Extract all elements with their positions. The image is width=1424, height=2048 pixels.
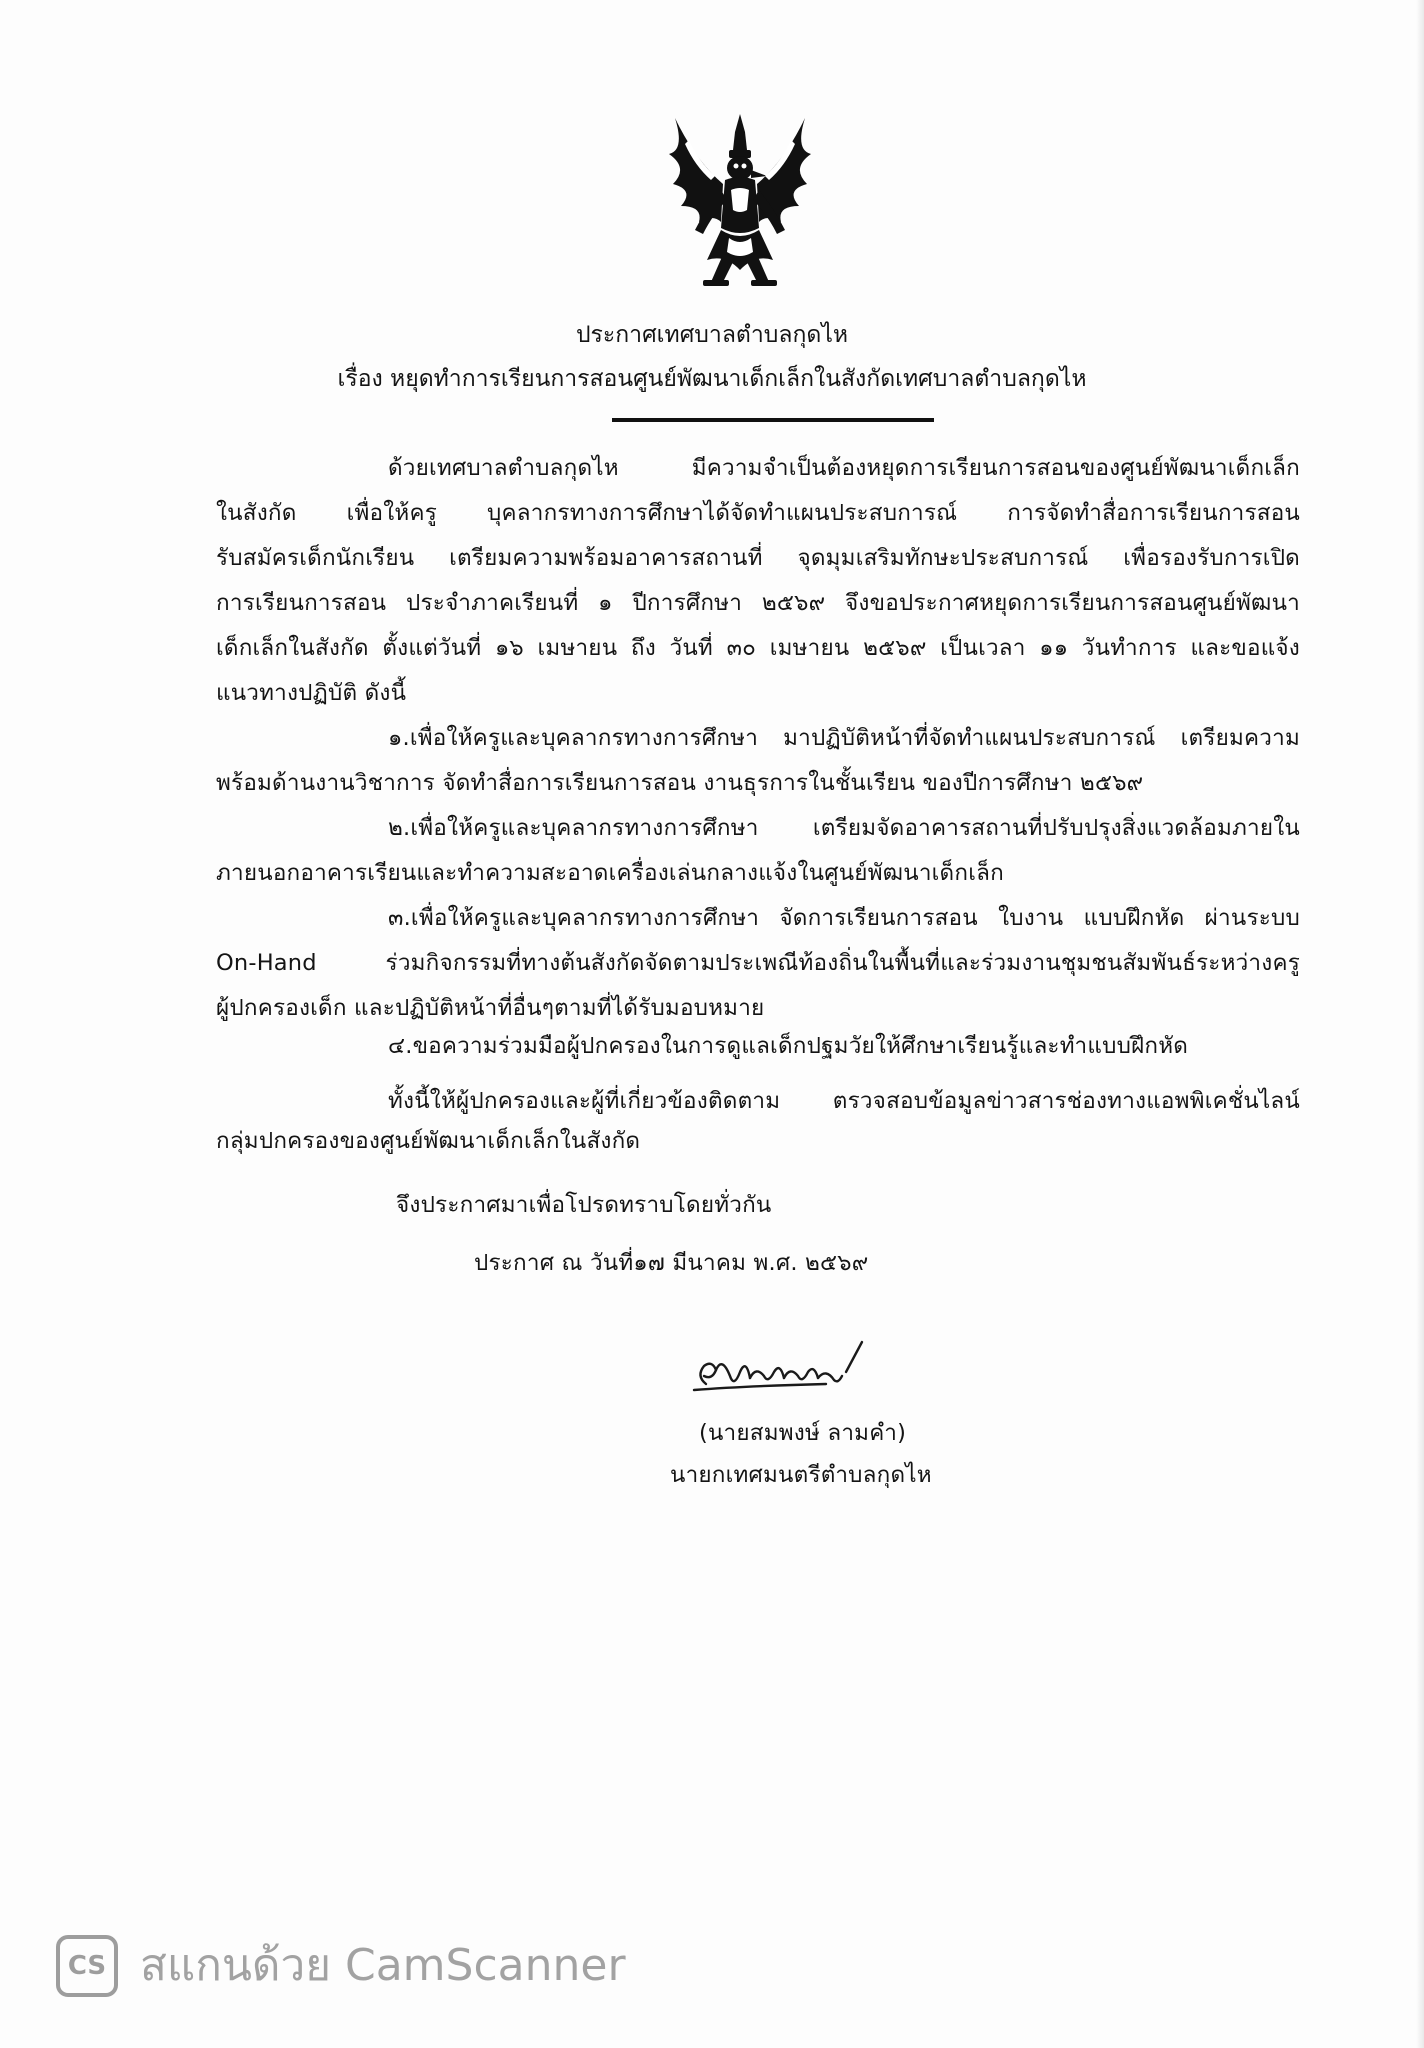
intro-line: การเรียนการสอน ประจำภาคเรียนที่ ๑ ปีการศึกษา ๒๕๖๙ จึงขอประกาศหยุดการเรียนการสอนศูนย์พัฒนา xyxy=(216,590,1300,616)
title-divider xyxy=(612,418,934,422)
announcement-subject: เรื่อง หยุดทำการเรียนการสอนศูนย์พัฒนาเด็กเล็กในสังกัดเทศบาลตำบลกุดไห xyxy=(337,366,1087,392)
list-item-1: ๑.เพื่อให้ครูและบุคลากรทางการศึกษา มาปฏิบัติหน้าที่จัดทำแผนประสบการณ์ เตรียมความ xyxy=(388,725,1300,751)
handwritten-signature xyxy=(686,1336,876,1398)
list-item-3: ๓.เพื่อให้ครูและบุคลากรทางการศึกษา จัดการเรียนการสอน ใบงาน แบบฝึกหัด ผ่านระบบ xyxy=(388,905,1300,931)
intro-line: แนวทางปฏิบัติ ดังนี้ xyxy=(216,680,407,706)
garuda-emblem-icon xyxy=(655,110,825,290)
intro-line: เด็กเล็กในสังกัด ตั้งแต่วันที่ ๑๖ เมษายน ถึง วันที่ ๓๐ เมษายน ๒๕๖๙ เป็นเวลา ๑๑ วันทำการ และขอแจ้ง xyxy=(216,635,1300,661)
followup-line: ทั้งนี้ให้ผู้ปกครองและผู้ที่เกี่ยวข้องติดตาม ตรวจสอบข้อมูลข่าวสารช่องทางแอพพิเคชั่นไลน์ xyxy=(388,1088,1300,1114)
list-item-3-cont: ผู้ปกครองเด็ก และปฏิบัติหน้าที่อื่นๆตามที่ได้รับมอบหมาย xyxy=(216,995,765,1021)
signer-name: (นายสมพงษ์ ลามคำ) xyxy=(699,1420,907,1446)
page-edge-shadow xyxy=(1416,0,1424,2048)
announcement-title: ประกาศเทศบาลตำบลกุดไห xyxy=(575,322,849,348)
intro-line: ด้วยเทศบาลตำบลกุดไห มีความจำเป็นต้องหยุดการเรียนการสอนของศูนย์พัฒนาเด็กเล็ก xyxy=(388,455,1300,481)
list-item-4: ๔.ขอความร่วมมือผู้ปกครองในการดูแลเด็กปฐมวัยให้ศึกษาเรียนรู้และทำแบบฝึกหัด xyxy=(388,1033,1189,1059)
intro-line: ในสังกัด เพื่อให้ครู บุคลากรทางการศึกษาได้จัดทำแผนประสบการณ์ การจัดทำสื่อการเรียนการสอน xyxy=(216,500,1300,526)
list-item-2: ๒.เพื่อให้ครูและบุคลากรทางการศึกษา เตรียมจัดอาคารสถานที่ปรับปรุงสิ่งแวดล้อมภายใน xyxy=(388,815,1300,841)
closing-line: จึงประกาศมาเพื่อโปรดทราบโดยทั่วกัน xyxy=(396,1192,772,1218)
list-item-1-cont: พร้อมด้านงานวิชาการ จัดทำสื่อการเรียนการสอน งานธุรการในชั้นเรียน ของปีการศึกษา ๒๕๖๙ xyxy=(216,770,1144,796)
camscanner-watermark-text: สแกนด้วย CamScanner xyxy=(140,1940,626,1991)
list-item-2-cont: ภายนอกอาคารเรียนและทำความสะอาดเครื่องเล่นกลางแจ้งในศูนย์พัฒนาเด็กเล็ก xyxy=(216,860,1004,886)
list-item-3-cont: On-Hand ร่วมกิจกรรมที่ทางต้นสังกัดจัดตามประเพณีท้องถิ่นในพื้นที่และร่วมงานชุมชนสัมพันธ์ระหว่างครู xyxy=(216,950,1300,976)
camscanner-logo: CS xyxy=(56,1935,118,1997)
intro-line: รับสมัครเด็กนักเรียน เตรียมความพร้อมอาคารสถานที่ จุดมุมเสริมทักษะประสบการณ์ เพื่อรองรับการเปิด xyxy=(216,545,1300,571)
followup-line: กลุ่มปกครองของศูนย์พัฒนาเด็กเล็กในสังกัด xyxy=(216,1128,641,1154)
announcement-date: ประกาศ ณ วันที่๑๗ มีนาคม พ.ศ. ๒๕๖๙ xyxy=(474,1250,869,1276)
signer-position: นายกเทศมนตรีตำบลกุดไห xyxy=(670,1462,932,1488)
